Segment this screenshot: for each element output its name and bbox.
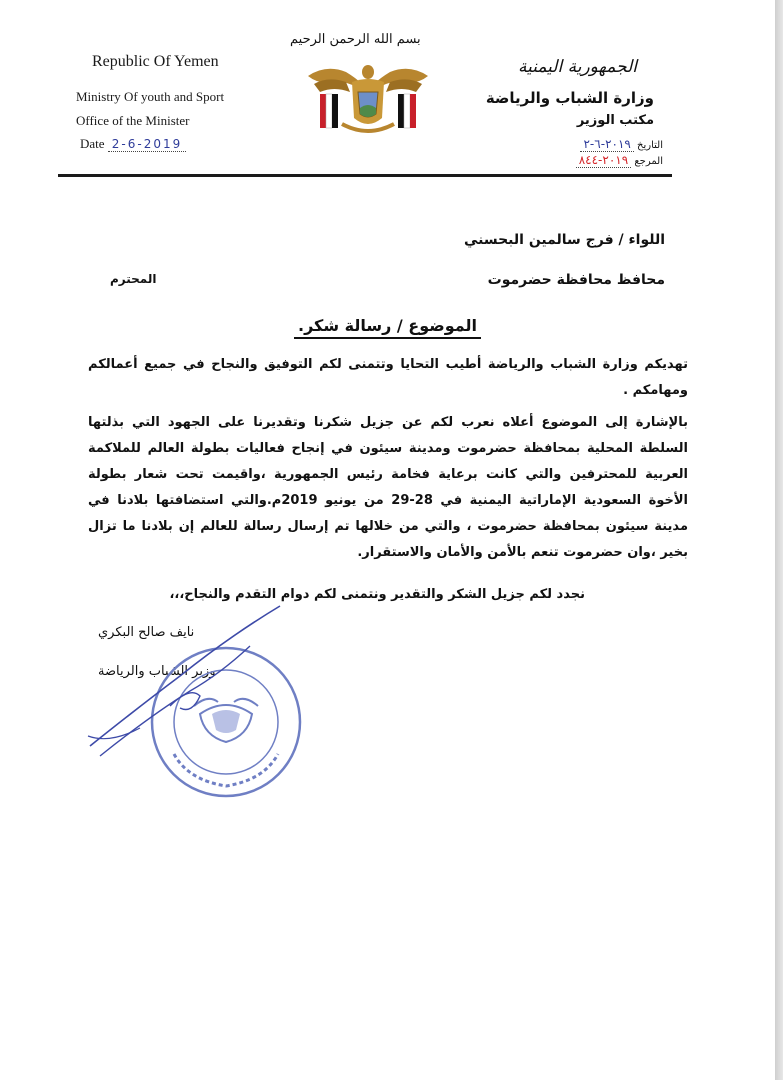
signatory-name: نايف صالح البكري bbox=[98, 625, 195, 640]
page-edge bbox=[775, 0, 783, 1080]
signatory-title: وزير الشباب والرياضة bbox=[98, 664, 216, 679]
header-divider bbox=[58, 174, 672, 177]
arabic-handwritten-reference: ٢٠١٩-٨٤٤ bbox=[576, 153, 631, 168]
recipient-honorific: المحترم bbox=[110, 272, 157, 286]
body-paragraph-greeting: تهديكم وزارة الشباب والرياضة أطيب التحايا وتتمنى لكم التوفيق والنجاح في جميع أعمالكم ومهامكم . bbox=[88, 357, 688, 398]
subject-text: الموضوع / رسالة شكر. bbox=[294, 316, 481, 339]
english-republic-title: Republic Of Yemen bbox=[92, 53, 219, 70]
basmala-heading: بسم الله الرحمن الرحيم bbox=[290, 32, 421, 47]
arabic-republic-title: الجمهورية اليمنية bbox=[517, 57, 637, 77]
letter-subject bbox=[0, 316, 775, 335]
yemen-emblem-icon bbox=[306, 58, 430, 138]
english-ministry-name: Ministry Of youth and Sport bbox=[76, 89, 225, 104]
arabic-ministry-name: وزارة الشباب والرياضة bbox=[485, 89, 654, 107]
arabic-handwritten-date: ٢٠١٩-٦-٢ bbox=[580, 137, 633, 152]
arabic-date-line bbox=[403, 137, 663, 151]
arabic-date-label: التاريخ bbox=[637, 140, 663, 151]
arabic-office-name: مكتب الوزير bbox=[576, 113, 654, 128]
english-date-line bbox=[80, 136, 186, 152]
recipient-name: اللواء / فرج سالمين البحسني bbox=[463, 232, 665, 248]
body-paragraph-closing: نجدد لكم جزيل الشكر والتقدير ونتمنى لكم دوام التقدم والنجاح،،، bbox=[169, 587, 585, 602]
body-paragraph-main: بالإشارة إلى الموضوع أعلاه نعرب لكم عن جزيل شكرنا وتقديرنا على الجهود التي بذلتها السلطة المحلية بمحافظة حضرموت ومدينة سيئون في إنجاح فعاليات بطولة العالم للملاكمة العربية للمحترفين والتي كانت برعاية فخامة رئيس الجمهورية ،واقيمت تحت شعار بطولة الأخوة السعودية الإماراتية اليمنية في 28-29 من يونيو 2019م.والتي استضافتها بلادنا في مدينة سيئون بمحافظة حضرموت ، والتي من خلالها تم إرسال رسالة للعالم إن بلادنا ما تزال بخير ،وان حضرموت تنعم بالأمن والأمان والاستقرار. bbox=[88, 415, 688, 560]
arabic-reference-label: المرجع bbox=[634, 156, 663, 167]
recipient-position: محافظ محافظة حضرموت bbox=[487, 272, 665, 288]
arabic-reference-line bbox=[403, 153, 663, 167]
handwritten-date: 2-6-2019 bbox=[108, 137, 186, 152]
handwritten-signature bbox=[80, 596, 300, 766]
date-label: Date bbox=[80, 136, 105, 151]
english-office-name: Office of the Minister bbox=[76, 113, 190, 128]
